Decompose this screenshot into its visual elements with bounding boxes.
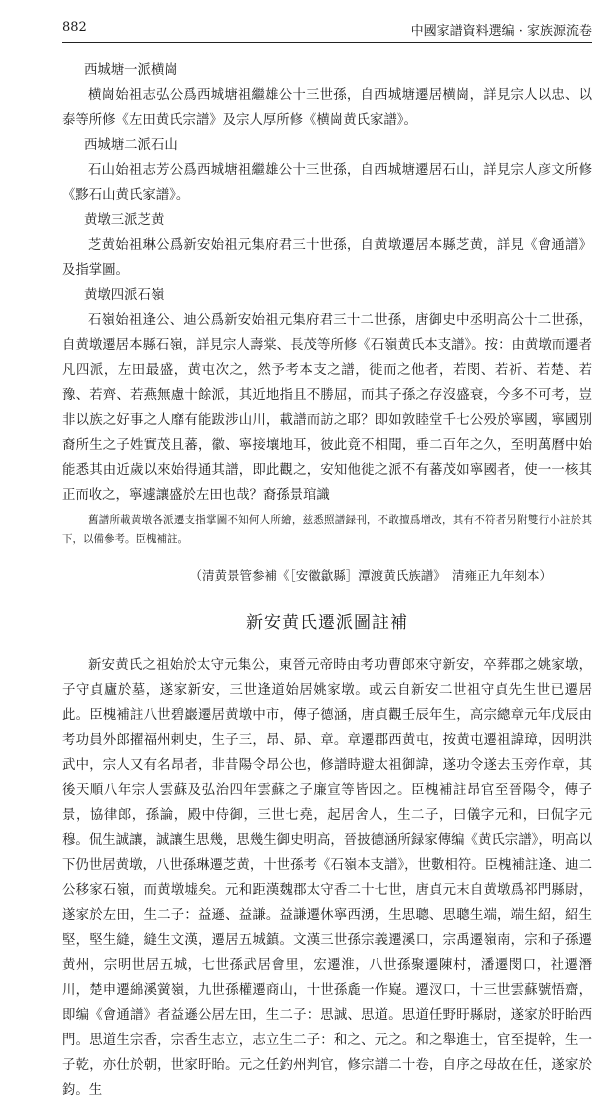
page-number: 882 (62, 20, 87, 35)
section-heading: 黄墩三派芝黄 (84, 213, 165, 228)
page-header (62, 20, 592, 43)
section-title: 新安黄氏遷派圖註補 (246, 613, 408, 633)
section-heading: 黄墩四派石嶺 (84, 288, 165, 303)
section-body: 横崗始祖志弘公爲西城塘祖繼雄公十三世孫，自西城塘遷居横崗，詳見宗人以忠、以泰等所修《左田黄氏宗譜》及宗人厚所修《横崗黄氏家譜》。 (62, 88, 592, 128)
section-heading: 西城塘一派横崗 (84, 63, 178, 78)
section-body: 石嶺始祖逢公、迪公爲新安始祖元集府君三十二世孫，唐御史中丞明高公十二世孫，自黄墩遷居本縣石嶺，詳見宗人壽棠、長茂等所修《石嶺黄氏本支譜》。按：由黄墩而遷者凡四派，左田最盛，黄屯次之，然予考本支之譜，徙而之他者，若閔、若祈、若楚、若豫、若齊、若燕無慮十餘派，其近地指且不勝屈，而其子孫之存沒盛衰，今多不可考，豈非以族之好事之人靡有能跋涉山川，載譜而訪之耶？即如敦睦堂千七公殁於寧國，寧國別裔所生之子姓實茂且蕃，徽、寧接壤地耳，彼此竟不相聞，垂二百年之久，至明萬曆中始能悉其由近歲以來始得通其譜，即此觀之，安知他徙之派不有蕃茂如寧國者，使一一核其正而收之，寧遽讓盛於左田也哉？裔孫景琯識 (62, 313, 592, 503)
running-title: 中國家譜資料選编 · 家族源流卷 (410, 24, 592, 39)
editor-note: 舊譜所載黄墩各派遷支指掌圖不知何人所繪，兹悉照譜録刊，不敢擅爲增改，其有不符者另附雙行小註於其下，以備參考。臣槐補註。 (62, 514, 592, 545)
source-citation: （清黄景管参補《［安徽歙縣］潭渡黄氏族譜》 清雍正九年刻本） (189, 568, 552, 583)
section-heading: 西城塘二派石山 (84, 138, 178, 153)
section-body: 石山始祖志芳公爲西城塘祖繼雄公十三世孫，自西城塘遷居石山，詳見宗人彦文所修《黟石山黄氏家譜》。 (62, 163, 592, 203)
section-body: 芝黄始祖琳公爲新安始祖元集府君三十世孫，自黄墩遷居本縣芝黄，詳見《會通譜》及指掌圖。 (62, 238, 592, 278)
page-content (62, 58, 592, 1103)
main-text: 新安黄氏之祖始於太守元集公，東晉元帝時由考功曹郎來守新安，卒葬郡之姚家墩，子守貞廬於墓，遂家新安，三世逢道始居姚家墩。或云自新安二世祖守貞先生世已遷居此。臣槐補註八世碧巖遷居黄墩中市，傳子德涵，唐貞觀壬辰年生，高宗總章元年戊辰由考功員外郎擢福州剌史，生子三，昂、昴、章。章遷郡西黄屯，按黄屯遷祖諱璋，因明洪武中，宗人又有名昂者，非昔陽令昂公也，修譜時避太祖御諱，遂功令遂去玉旁作章，其後天順八年宗人雲蘇及弘治四年雲蘇之子廉宣等皆因之。臣槐補註昂官至晉陽令，傳子景，協律郎，孫論，殿中侍御，三世七堯，起居舍人，生二子，曰儀字元和，曰侃字元穆。侃生誠讓，誠讓生思幾，思幾生御史明高，晉披德涵所録家傳编《黄氏宗譜》，明高以下仍世居黄墩，八世孫琳遷芝黄，十世孫考《石嶺本支譜》，世數相符。臣槐補註逢、迪二公移家石嶺，而黄墩墟矣。元和距漢魏郡太守香二十七世，唐貞元末自黄墩爲祁門縣尉，遂家於左田，生二子：益遜、益謙。益謙遷休寧西湧，生思聰、思聰生端，端生紹，紹生堅，堅生縫，縫生文漢，遷居五城鎮。文漢三世孫宗義遷溪口，宗禹遷嶺南，宗和子孫遷黄州，宗明世居五城，七世孫武居會里，宏遷淮，八世孫聚遷陳村，潘遷閔口，社遷潛川，楚申遷綿溪黉嶺，九世孫權遷商山，十世孫麁一作嶷。遷汊口，十三世雲蘇號悟齋，即编《會通譜》者益遜公居左田，生二子：思誠、思道。思道任野盱縣尉，遂家於盱眙西門。思道生宗香，宗香生志立，志立生二子：和之、元之。和之舉進士，官至提幹，生一子乾，亦仕於朝，世家盱眙。元之任釣州判官，修宗譜二十卷，自序之母故在任，遂家於鈞。生 (62, 658, 592, 1098)
